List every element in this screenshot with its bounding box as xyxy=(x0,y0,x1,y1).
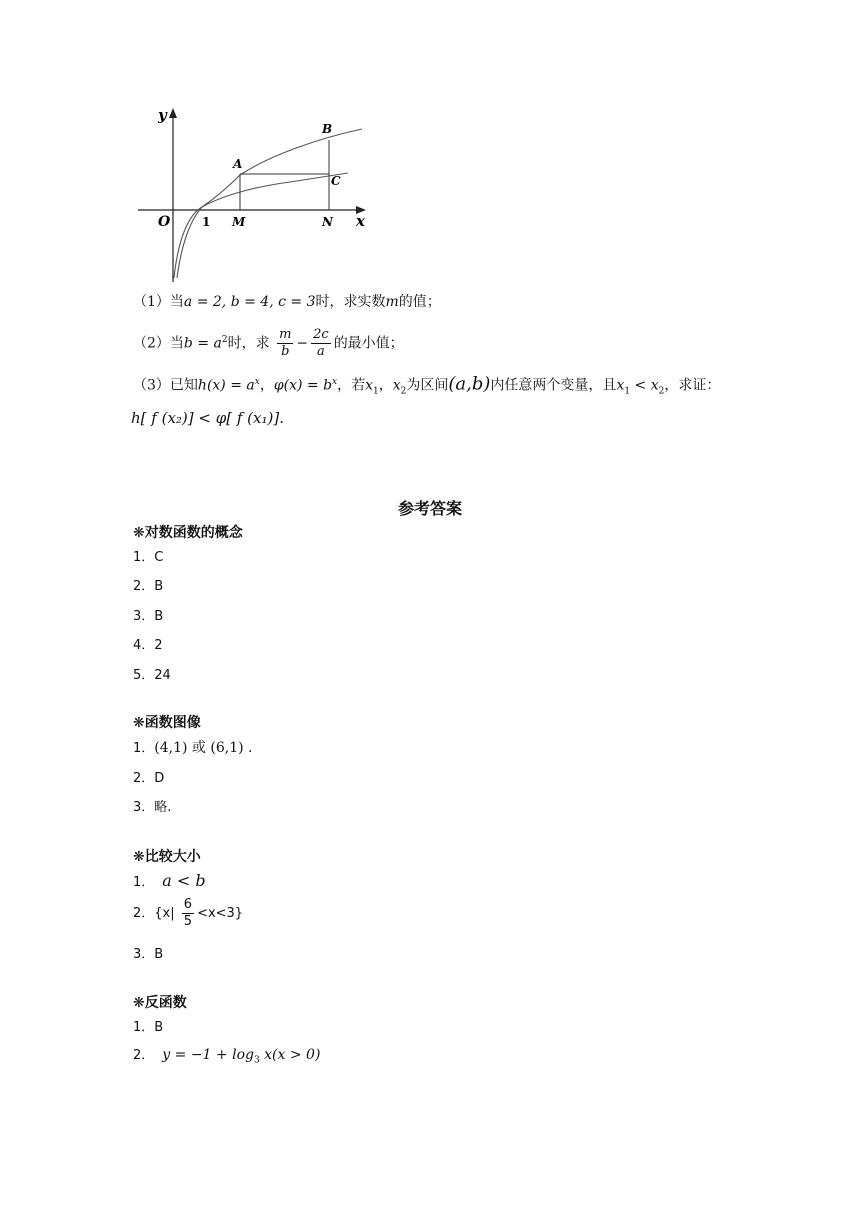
answer-item: 2．D xyxy=(133,771,165,786)
answer-item: 1．B xyxy=(133,1020,164,1035)
section-heading-inverse-function: ❋反函数 xyxy=(133,995,187,1011)
label-one: 1 xyxy=(202,215,211,229)
fraction-2c-over-a: $\frac{2c}{a}$ xyxy=(313,327,329,360)
answer-item: 1．C xyxy=(133,550,164,565)
label-M: M xyxy=(232,215,246,229)
answer-math: y = −1 + log xyxy=(162,1047,254,1063)
q2-text: 时，求 xyxy=(227,335,270,352)
label-C: C xyxy=(331,174,341,188)
label-N: N xyxy=(322,215,333,229)
section-heading-compare: ❋比较大小 xyxy=(133,849,201,865)
answer-item: 1．(4,1) 或 (6,1) . xyxy=(133,740,253,756)
answer-math: a < b xyxy=(162,871,206,890)
question-3: （3）已知$h(x) = a^x$，$\varphi(x) = b^x$，若$x_1$，$x_2$为区间(a,b)内任意两个变量，且$x_1 < x_2$，求证： xyxy=(133,373,721,397)
y-axis-arrow xyxy=(169,108,177,118)
question-1 xyxy=(133,292,441,312)
q2-exp: 2 xyxy=(221,335,228,345)
q1-condition: a = 2, b = 4, c = 3 xyxy=(183,294,316,310)
answers-title: 参考答案 xyxy=(397,499,462,518)
label-B: B xyxy=(322,122,333,136)
section-heading-log-concept: ❋对数函数的概念 xyxy=(133,525,243,541)
curve-upper xyxy=(174,129,362,278)
answer-item: 3．略. xyxy=(133,800,172,815)
q3-interval: (a,b) xyxy=(448,373,491,395)
q1-end: 的值； xyxy=(398,294,441,310)
section-heading-function-graph: ❋函数图像 xyxy=(133,715,201,731)
minus-sign: − xyxy=(296,335,309,352)
label-origin: O xyxy=(158,214,171,230)
q3-h-def: h(x) = a xyxy=(197,377,255,394)
q2-condition: b = a xyxy=(183,335,222,352)
label-y: y xyxy=(158,106,167,124)
answer-item: 3．B xyxy=(133,947,164,962)
answer-item: 2． $y = -1 + \log_3 x(x > 0)$ xyxy=(133,1047,321,1066)
answer-item: 2．B xyxy=(133,579,164,594)
fraction-six-fifths: $\frac{6}{5}$ xyxy=(183,897,193,929)
q1-var: m xyxy=(385,294,399,310)
log-graph-figure xyxy=(130,100,380,285)
answer-item: 3．B xyxy=(133,609,164,624)
answer-item: 4．2 xyxy=(133,638,163,653)
q2-end: 的最小值； xyxy=(333,335,404,352)
question-3-line-2: h[ f (x₂)] < φ[ f (x₁)]. xyxy=(131,409,284,427)
q2-label: （2）当 xyxy=(133,335,184,352)
q3-phi-def: φ(x) = b xyxy=(273,377,333,394)
q1-text: 时，求实数 xyxy=(315,294,386,310)
q3-label: （3）已知 xyxy=(133,377,198,394)
answer-item: 5．24 xyxy=(133,668,171,683)
q1-label: （1）当 xyxy=(133,294,184,310)
fraction-m-over-b: $\frac{m}{b}$ xyxy=(279,327,292,360)
answer-math: (4,1) 或 (6,1) . xyxy=(154,740,253,756)
label-x: x xyxy=(356,212,365,230)
answer-item: 2．{x| $\frac{6}{5}$ <x<3} xyxy=(133,897,244,929)
question-2 xyxy=(133,322,404,362)
answer-item: 1． a < b xyxy=(133,871,206,890)
label-A: A xyxy=(233,157,243,171)
